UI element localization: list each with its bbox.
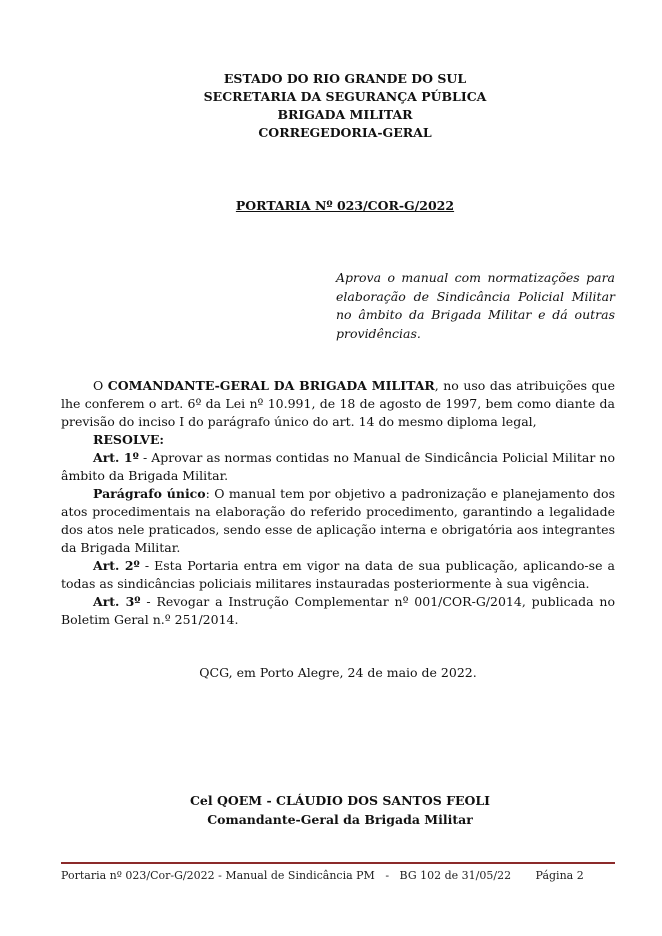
- header-department: CORREGEDORIA-GERAL: [258, 125, 432, 140]
- resolve-heading: RESOLVE:: [93, 432, 164, 447]
- article-label: Art. 3º: [93, 594, 141, 609]
- article-label: Art. 2º: [93, 558, 140, 573]
- preamble: [61, 377, 615, 431]
- footer-separator: -: [385, 869, 390, 882]
- footer-doc: Portaria nº 023/Cor-G/2022 - Manual de Sindicância PM: [61, 869, 375, 882]
- preamble-authority: COMANDANTE-GERAL DA BRIGADA MILITAR: [107, 378, 435, 393]
- article-text: - Aprovar as normas contidas no Manual de Sindicância Policial Militar no âmbito da Brigada Militar.: [61, 450, 615, 483]
- header-secretariat: SECRETARIA DA SEGURANÇA PÚBLICA: [203, 89, 487, 104]
- preamble-text: , no uso das atribuições que lhe conferem o art. 6º da Lei nº 10.991, de 18 de agosto de 1997, bem como diante da previsão do inciso I do parágrafo único do art. 14 do mesmo diploma legal,: [61, 378, 615, 429]
- footer-bulletin: BG 102 de 31/05/22: [399, 869, 512, 882]
- signature-name: Cel QOEM - CLÁUDIO DOS SANTOS FEOLI: [189, 793, 491, 808]
- article-3: [61, 593, 615, 629]
- header-brigade: BRIGADA MILITAR: [277, 107, 413, 122]
- article-1: [61, 449, 615, 485]
- document-title: PORTARIA Nº 023/COR-G/2022: [235, 198, 455, 213]
- article-2: [61, 557, 615, 593]
- date-line: QCG, em Porto Alegre, 24 de maio de 2022.: [199, 665, 477, 680]
- paragraph-unico: [61, 485, 615, 557]
- header-state: ESTADO DO RIO GRANDE DO SUL: [223, 71, 467, 86]
- page-footer: [61, 869, 621, 882]
- footer-rule: [61, 862, 615, 864]
- article-text: - Revogar a Instrução Complementar nº 001/COR-G/2014, publicada no Boletim Geral n.º 251/2014.: [61, 594, 615, 627]
- ementa: Aprova o manual com normatizações para elaboração de Sindicância Policial Militar no âmbito da Brigada Militar e dá outras providências.: [336, 270, 615, 341]
- document-body: [61, 377, 615, 629]
- article-text: : O manual tem por objetivo a padronização e planejamento dos atos procedimentais na elaboração do referido procedimento, garantindo a legalidade dos atos nele praticados, sendo esse de aplicação interna e obrigatória aos integrantes da Brigada Militar.: [61, 486, 615, 555]
- signature-role: Comandante-Geral da Brigada Militar: [207, 811, 473, 827]
- document-header: [0, 70, 662, 142]
- signature-block: [0, 792, 662, 829]
- footer-page-number: Página 2: [535, 869, 584, 882]
- article-label: Art. 1º: [93, 450, 139, 465]
- preamble-lead: O: [93, 378, 108, 393]
- article-label: Parágrafo único: [93, 486, 206, 501]
- article-text: - Esta Portaria entra em vigor na data de sua publicação, aplicando-se a todas as sindicâncias policiais militares instauradas posteriormente à sua vigência.: [61, 558, 615, 591]
